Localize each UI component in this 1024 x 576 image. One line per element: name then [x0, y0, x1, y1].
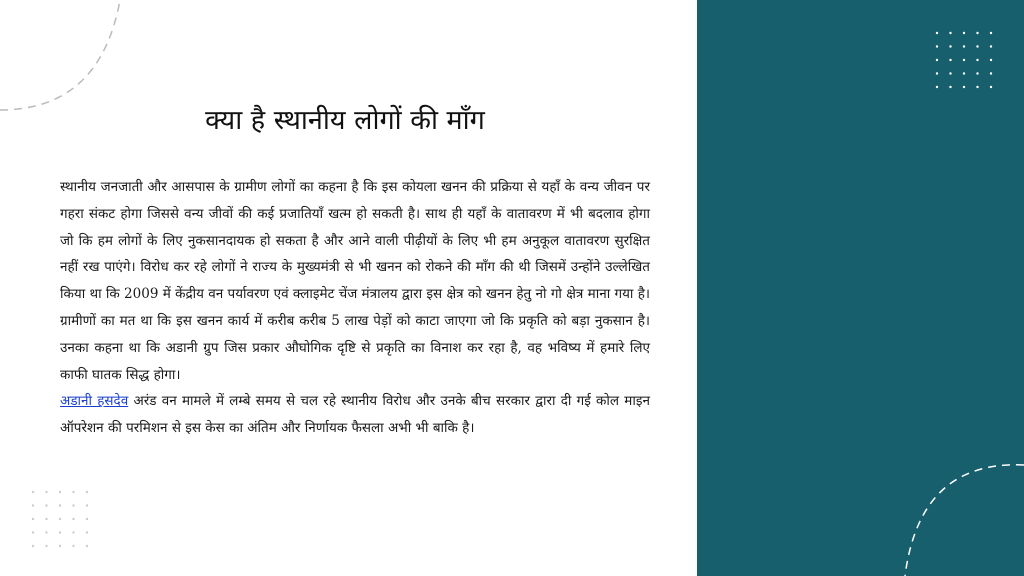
- paragraph-1: स्थानीय जनजाती और आसपास के ग्रामीण लोगों का कहना है कि इस कोयला खनन की प्रक्रिया से यहाँ के वन्य जीवन पर गहरा संकट होगा जिससे वन्य जीवों की कई प्रजातियाँ खत्म हो सकती है। साथ ही यहाँ के वातावरण में भी बदलाव होगा जो कि हम लोगों के लिए नुकसानदायक हो सकता है और आने वाली पीढ़ीयों के लिए भी हम अनुकूल वातावरण सुरक्षित नहीं रख पाएंगे। विरोध कर रहे लोगों ने राज्य के मुख्यमंत्री से भी खनन को रोकने की माँग की थी जिसमें उन्होंने उल्लेखित किया था कि 2009 में केंद्रीय वन पर्यावरण एवं क्लाइमेट चेंज मंत्रालय द्वारा इस क्षेत्र को खनन हेतु नो गो क्षेत्र माना गया है। ग्रामीणों का मत था कि इस खनन कार्य में करीब करीब 5 लाख पेड़ों को काटा जाएगा जो कि प्रकृति को बड़ा नुकसान है। उनका कहना था कि अडानी ग्रुप जिस प्रकार औघोगिक दृष्टि से प्रकृति का विनाश कर रहा है, वह भविष्य में हमारे लिए काफी घातक सिद्ध होगा।: [60, 179, 650, 383]
- decorative-dot: [72, 491, 74, 493]
- decorative-dot: [72, 545, 74, 547]
- decorative-dot: [86, 531, 88, 533]
- decorative-dot: [72, 531, 74, 533]
- decorative-dot: [59, 504, 61, 506]
- decorative-dot: [45, 545, 47, 547]
- decorative-dot: [32, 518, 34, 520]
- decorative-dot: [45, 491, 47, 493]
- decorative-dot: [86, 545, 88, 547]
- decorative-dot: [32, 504, 34, 506]
- decorative-dot: [45, 518, 47, 520]
- decorative-dot: [86, 518, 88, 520]
- decorative-dot: [45, 504, 47, 506]
- decorative-dot: [72, 504, 74, 506]
- decorative-dot: [32, 491, 34, 493]
- dashed-arc-top-left: [0, 0, 120, 110]
- decorative-dot: [59, 491, 61, 493]
- decorative-dot: [59, 531, 61, 533]
- slide-title: क्या है स्थानीय लोगों की माँग: [205, 105, 485, 136]
- decorative-dot: [59, 545, 61, 547]
- decorative-dot: [32, 531, 34, 533]
- decorative-dot: [32, 545, 34, 547]
- decorative-dot: [86, 504, 88, 506]
- decorative-dot: [86, 491, 88, 493]
- teal-side-panel: [697, 0, 1024, 576]
- adani-hasdeo-link[interactable]: अडानी हसदेव: [60, 393, 129, 410]
- paragraph-2: [60, 388, 650, 442]
- body-text: [60, 174, 650, 442]
- decorative-dot: [72, 518, 74, 520]
- dot-grid-bottom-left: [32, 491, 88, 547]
- paragraph-2-text: अरंड वन मामले में लम्बे समय से चल रहे स्थानीय विरोध और उनके बीच सरकार द्वारा दी गई कोल माइन ऑपरेशन की परमिशन से इस केस का अंतिम और निर्णायक फैसला अभी भी बाकि है।: [60, 393, 650, 437]
- decorative-dot: [59, 518, 61, 520]
- decorative-dot: [45, 531, 47, 533]
